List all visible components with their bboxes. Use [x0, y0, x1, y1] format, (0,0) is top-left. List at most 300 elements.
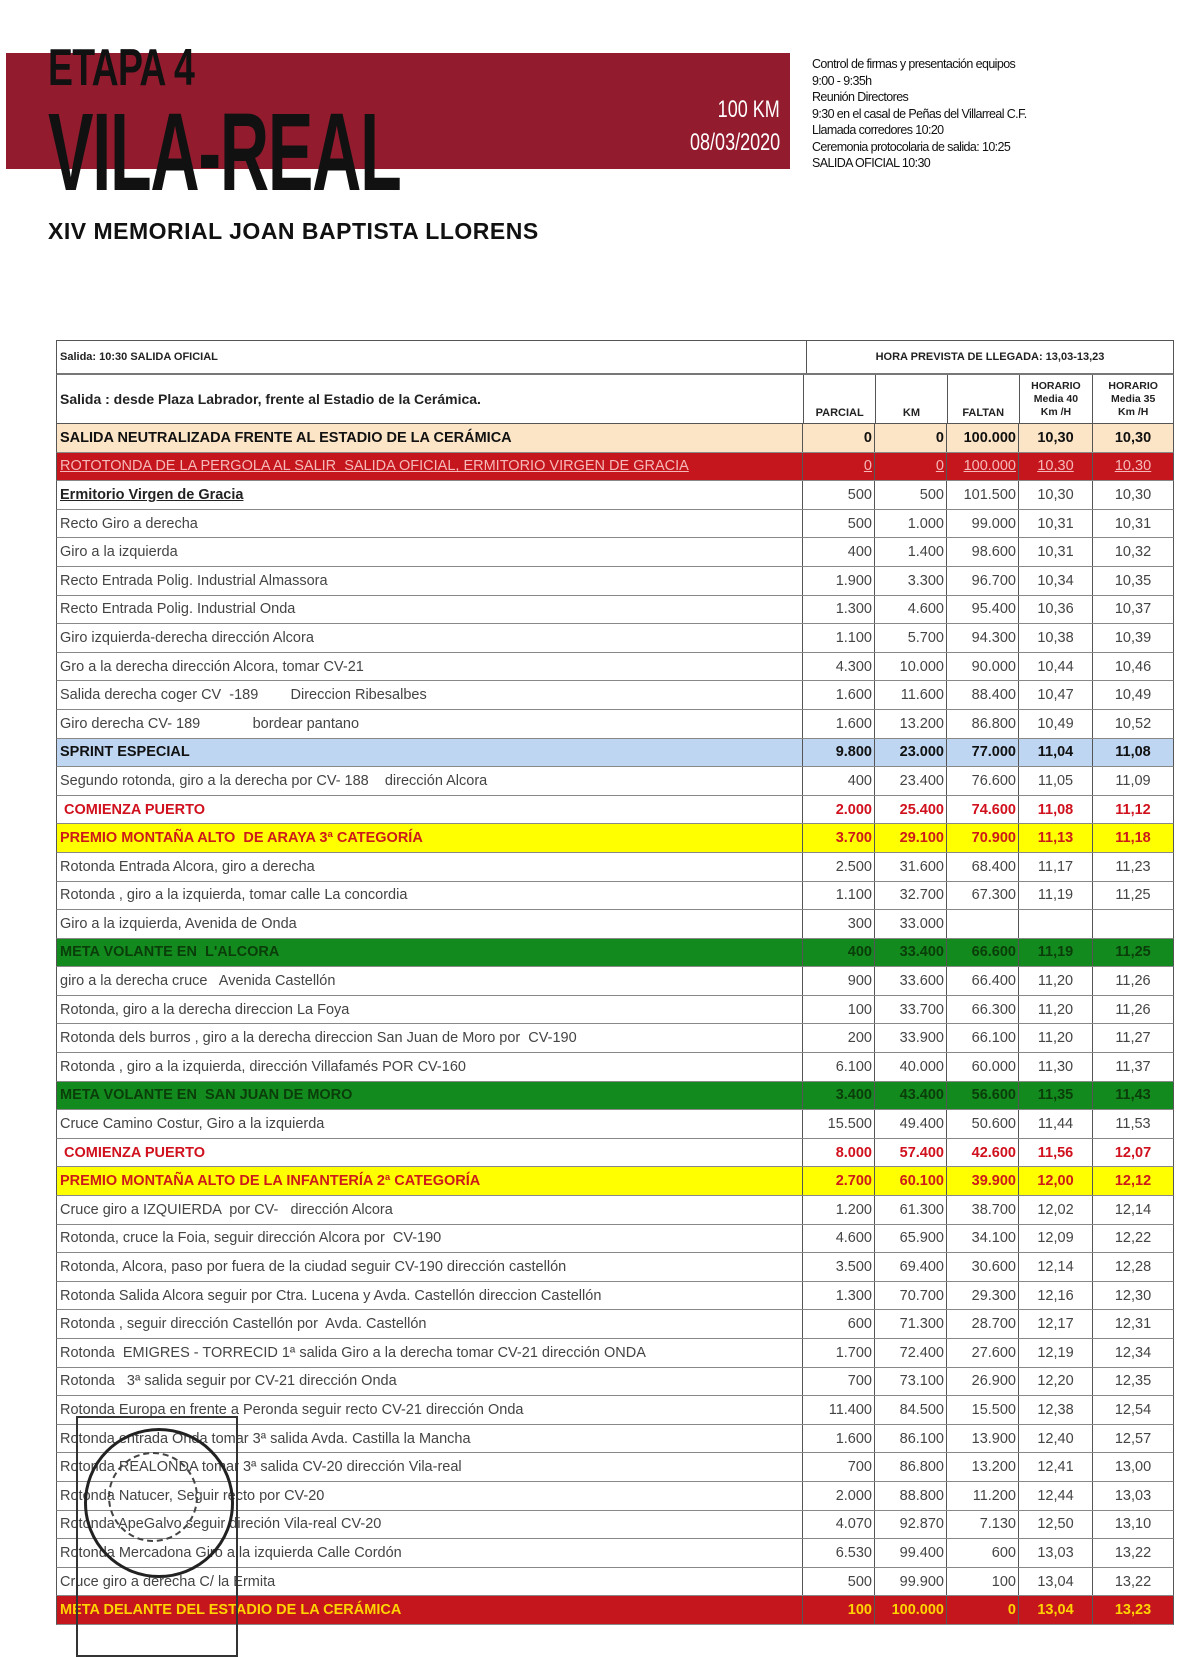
faltan-cell-text: 88.400 [971, 687, 1016, 704]
faltan-cell [947, 824, 1019, 852]
horario-35-cell [1093, 481, 1173, 509]
route-description-text: PREMIO MONTAÑA ALTO DE LA INFANTERÍA 2ª CATEGORÍA [60, 1173, 481, 1190]
parcial-cell-text: 4.070 [835, 1516, 872, 1533]
horario-35-cell-text: 11,18 [1115, 830, 1151, 847]
horario-35-cell [1093, 1053, 1173, 1081]
faltan-cell-text: 100 [991, 1573, 1016, 1590]
faltan-cell [947, 1167, 1019, 1195]
route-description-text: Rotonda dels burros , giro a la derecha direccion San Juan de Moro por CV-190 [60, 1030, 577, 1047]
parcial-cell [803, 824, 875, 852]
km-cell-text: 11.600 [900, 687, 944, 704]
faltan-cell-text: 60.000 [971, 1058, 1016, 1075]
parcial-cell-text: 2.700 [835, 1173, 872, 1190]
horario-40-cell-text: 10,30 [1037, 458, 1074, 475]
horario-35-cell-text: 10,37 [1114, 601, 1152, 618]
parcial-cell [803, 1082, 875, 1110]
parcial-cell [803, 567, 875, 595]
horario-35-cell [1093, 1511, 1173, 1539]
km-cell-text: 99.400 [899, 1544, 944, 1561]
parcial-cell-text: 4.600 [835, 1230, 872, 1247]
horario-40-cell [1019, 1425, 1093, 1453]
route-description-text: giro a la derecha cruce Avenida Castellón [60, 973, 336, 990]
faltan-cell-text: 101.500 [963, 486, 1016, 503]
faltan-cell-text: 13.900 [971, 1430, 1016, 1447]
table-row [56, 710, 1174, 739]
horario-40-cell-text: 10,36 [1037, 601, 1074, 618]
parcial-cell [803, 1511, 875, 1539]
km-cell-text: 5.700 [907, 629, 944, 646]
km-cell-text: 99.900 [899, 1573, 944, 1590]
faltan-cell [947, 1082, 1019, 1110]
km-cell-text: 61.300 [899, 1201, 944, 1218]
horario-35-cell-text: 10,32 [1114, 544, 1152, 561]
horario-40-cell-text: 12,50 [1037, 1516, 1074, 1533]
horario-35-cell-text: 12,22 [1114, 1230, 1152, 1247]
horario-35-cell [1093, 1396, 1173, 1424]
horario-40-cell-text: 11,05 [1037, 772, 1074, 789]
faltan-cell-text: 29.300 [971, 1287, 1016, 1304]
horario-40-cell-text: 11,04 [1037, 744, 1074, 761]
km-cell [875, 538, 947, 566]
route-description-text: Rotonda Salida Alcora seguir por Ctra. Lucena y Avda. Castellón direccion Castellón [60, 1287, 602, 1304]
parcial-cell-text: 15.500 [827, 1116, 872, 1133]
horario-40-cell [1019, 567, 1093, 595]
km-cell-text: 1.400 [907, 544, 944, 561]
horario-40-cell-text: 12,40 [1037, 1430, 1074, 1447]
parcial-cell-text: 100 [847, 1602, 872, 1619]
km-cell-text: 25.400 [899, 801, 944, 818]
horario-40-cell [1019, 739, 1093, 767]
km-cell [875, 624, 947, 652]
horario-40-cell-text: 10,30 [1037, 486, 1074, 503]
parcial-cell [803, 681, 875, 709]
parcial-cell [803, 424, 875, 452]
faltan-cell-text: 28.700 [971, 1316, 1016, 1333]
horario-40-cell [1019, 1368, 1093, 1396]
km-cell [875, 739, 947, 767]
route-description-text: Cruce giro a derecha C/ la Ermita [60, 1573, 276, 1590]
km-cell [875, 653, 947, 681]
parcial-cell-text: 700 [847, 1459, 872, 1476]
horario-40-cell [1019, 681, 1093, 709]
route-description [57, 739, 803, 767]
parcial-cell-text: 300 [847, 915, 872, 932]
col-parcial: PARCIAL [804, 375, 876, 423]
horario-40-cell-text: 12,17 [1037, 1316, 1074, 1333]
parcial-cell [803, 1310, 875, 1338]
parcial-cell-text: 9.800 [835, 744, 872, 761]
route-description-text: Recto Giro a derecha [60, 515, 198, 532]
faltan-cell [947, 1225, 1019, 1253]
parcial-cell-text: 3.500 [835, 1259, 872, 1276]
horario-35-cell-text: 13,23 [1114, 1602, 1152, 1619]
km-cell-text: 33.400 [899, 944, 944, 961]
table-row [56, 510, 1174, 539]
horario-35-cell-text: 10,46 [1114, 658, 1152, 675]
km-cell-text: 13.200 [899, 715, 944, 732]
horario-40-cell [1019, 624, 1093, 652]
route-description-text: META VOLANTE EN L'ALCORA [60, 944, 280, 961]
horario-40-cell [1019, 538, 1093, 566]
km-cell-text: 29.100 [899, 830, 944, 847]
km-cell [875, 853, 947, 881]
km-cell-text: 33.900 [899, 1030, 944, 1047]
horario-40-cell [1019, 996, 1093, 1024]
route-description [57, 1253, 803, 1281]
faltan-cell [947, 853, 1019, 881]
route-description [57, 1024, 803, 1052]
parcial-cell [803, 1425, 875, 1453]
faltan-cell [947, 567, 1019, 595]
km-cell-text: 69.400 [899, 1259, 944, 1276]
table-row [56, 653, 1174, 682]
table-row [56, 453, 1174, 482]
horario-40-cell-text: 12,02 [1037, 1201, 1074, 1218]
horario-40-cell [1019, 796, 1093, 824]
horario-40-cell-text: 13,04 [1037, 1602, 1074, 1619]
table-row [56, 1368, 1174, 1397]
faltan-cell-text: 94.300 [971, 629, 1016, 646]
horario-35-cell-text: 13,22 [1114, 1544, 1152, 1561]
horario-40-cell-text: 10,47 [1037, 687, 1074, 704]
km-cell [875, 996, 947, 1024]
col-horario-35-line: Km /H [1117, 405, 1149, 418]
parcial-cell [803, 1024, 875, 1052]
parcial-cell-text: 600 [847, 1316, 872, 1333]
table-row [56, 424, 1174, 453]
horario-40-cell [1019, 510, 1093, 538]
horario-35-cell-text: 12,31 [1114, 1316, 1152, 1333]
parcial-cell-text: 1.600 [835, 715, 872, 732]
km-cell [875, 1539, 947, 1567]
route-description-text: Rotonda, cruce la Foia, seguir dirección Alcora por CV-190 [60, 1230, 442, 1247]
faltan-cell [947, 739, 1019, 767]
table-row [56, 824, 1174, 853]
parcial-cell [803, 910, 875, 938]
horario-35-cell-text: 11,43 [1115, 1087, 1151, 1104]
parcial-cell [803, 1282, 875, 1310]
horario-35-cell [1093, 510, 1173, 538]
route-description-text: Rotonda, Alcora, paso por fuera de la ciudad seguir CV-190 dirección castellón [60, 1259, 567, 1276]
parcial-cell-text: 1.300 [835, 601, 872, 618]
route-description-text: Rotonda, giro a la derecha direccion La Foya [60, 1001, 350, 1018]
parcial-cell-text: 1.900 [835, 572, 872, 589]
faltan-cell [947, 1110, 1019, 1138]
horario-35-cell-text: 13,03 [1114, 1487, 1152, 1504]
horario-35-cell-text: 12,28 [1114, 1259, 1152, 1276]
horario-40-cell-text: 11,44 [1037, 1116, 1074, 1133]
km-cell [875, 1082, 947, 1110]
schedule-line: SALIDA OFICIAL 10:30 [812, 156, 931, 170]
parcial-cell-text: 4.300 [835, 658, 872, 675]
horario-40-cell-text: 11,20 [1037, 1030, 1074, 1047]
col-horario-35 [1093, 375, 1173, 423]
horario-40-cell [1019, 1024, 1093, 1052]
table-row [56, 1139, 1174, 1168]
table-row [56, 681, 1174, 710]
faltan-cell-text: 86.800 [971, 715, 1016, 732]
route-description-text: Cruce Camino Costur, Giro a la izquierda [60, 1116, 325, 1133]
km-cell-text: 0 [935, 458, 944, 475]
km-cell [875, 424, 947, 452]
faltan-cell [947, 796, 1019, 824]
table-row [56, 1053, 1174, 1082]
route-description-text: Cruce giro a IZQUIERDA por CV- dirección Alcora [60, 1201, 393, 1218]
horario-35-cell-text: 11,09 [1115, 772, 1151, 789]
horario-40-cell-text: 13,04 [1037, 1573, 1074, 1590]
horario-40-cell [1019, 1225, 1093, 1253]
km-cell [875, 824, 947, 852]
km-cell [875, 481, 947, 509]
faltan-cell-text: 100.000 [963, 458, 1016, 475]
horario-40-cell-text: 10,44 [1037, 658, 1074, 675]
km-cell [875, 1482, 947, 1510]
parcial-cell [803, 453, 875, 481]
col-horario-35-line: HORARIO [1108, 379, 1158, 392]
horario-35-cell-text: 11,53 [1115, 1116, 1151, 1133]
parcial-cell [803, 1453, 875, 1481]
table-row [56, 481, 1174, 510]
route-description-text: Giro izquierda-derecha dirección Alcora [60, 629, 314, 646]
km-cell-text: 500 [919, 486, 944, 503]
horario-35-cell [1093, 824, 1173, 852]
horario-40-cell [1019, 1310, 1093, 1338]
faltan-cell [947, 767, 1019, 795]
horario-35-cell-text: 10,52 [1114, 715, 1152, 732]
faltan-cell [947, 710, 1019, 738]
route-description [57, 967, 803, 995]
route-description [57, 424, 803, 452]
horario-40-cell [1019, 967, 1093, 995]
horario-35-cell [1093, 681, 1173, 709]
horario-35-cell [1093, 739, 1173, 767]
horario-35-cell-text: 12,34 [1114, 1344, 1152, 1361]
km-cell [875, 1024, 947, 1052]
horario-40-cell [1019, 1053, 1093, 1081]
km-cell [875, 453, 947, 481]
schedule-line: 9:00 - 9:35h [812, 73, 872, 88]
route-description [57, 767, 803, 795]
route-description-text: PREMIO MONTAÑA ALTO DE ARAYA 3ª CATEGORÍA [60, 830, 423, 847]
col-horario-35-line: Media 35 [1110, 392, 1156, 405]
parcial-cell [803, 1139, 875, 1167]
parcial-cell-text: 2.500 [835, 858, 872, 875]
horario-35-cell [1093, 1282, 1173, 1310]
parcial-cell [803, 1596, 875, 1624]
faltan-cell [947, 1139, 1019, 1167]
table-row [56, 1225, 1174, 1254]
faltan-cell [947, 1568, 1019, 1596]
km-cell-text: 3.300 [907, 572, 944, 589]
parcial-cell-text: 3.400 [835, 1087, 872, 1104]
horario-35-cell-text: 11,37 [1115, 1058, 1151, 1075]
km-cell [875, 1339, 947, 1367]
horario-40-cell-text: 10,34 [1037, 572, 1074, 589]
horario-35-cell-text: 13,00 [1114, 1459, 1152, 1476]
horario-40-cell [1019, 596, 1093, 624]
faltan-cell [947, 996, 1019, 1024]
faltan-cell-text: 77.000 [971, 744, 1016, 761]
horario-35-cell [1093, 453, 1173, 481]
km-cell-text: 57.400 [899, 1144, 944, 1161]
faltan-cell-text: 50.600 [971, 1116, 1016, 1133]
faltan-cell-text: 42.600 [971, 1144, 1016, 1161]
parcial-cell [803, 767, 875, 795]
parcial-cell-text: 0 [863, 458, 872, 475]
km-cell-text: 40.000 [899, 1058, 944, 1075]
parcial-cell [803, 1568, 875, 1596]
table-row [56, 1167, 1174, 1196]
horario-40-cell [1019, 1396, 1093, 1424]
horario-35-cell [1093, 882, 1173, 910]
km-cell-text: 86.800 [899, 1459, 944, 1476]
horario-40-cell [1019, 882, 1093, 910]
table-row [56, 1253, 1174, 1282]
table-row [56, 939, 1174, 968]
faltan-cell-text: 600 [991, 1544, 1016, 1561]
horario-35-cell-text: 10,31 [1114, 515, 1152, 532]
faltan-cell-text: 90.000 [971, 658, 1016, 675]
route-description [57, 710, 803, 738]
km-cell [875, 910, 947, 938]
horario-35-cell [1093, 767, 1173, 795]
horario-40-cell-text: 11,19 [1037, 887, 1074, 904]
km-cell [875, 710, 947, 738]
horario-35-cell-text: 12,35 [1114, 1373, 1152, 1390]
club-stamp [76, 1416, 238, 1657]
faltan-cell [947, 653, 1019, 681]
km-cell-text: 86.100 [899, 1430, 944, 1447]
parcial-cell [803, 882, 875, 910]
horario-40-cell [1019, 824, 1093, 852]
parcial-cell [803, 739, 875, 767]
km-cell-text: 100.000 [891, 1602, 944, 1619]
route-description-text: Rotonda Europa en frente a Peronda seguir recto CV-21 dirección Onda [60, 1401, 524, 1418]
schedule-notes [812, 56, 1027, 172]
route-description-text: Rotonda Mercadona Giro a la izquierda Calle Cordón [60, 1544, 402, 1561]
km-cell [875, 767, 947, 795]
horario-40-cell-text: 11,13 [1037, 830, 1074, 847]
route-description-text: Recto Entrada Polig. Industrial Onda [60, 601, 296, 618]
faltan-cell [947, 1482, 1019, 1510]
horario-35-cell [1093, 1568, 1173, 1596]
horario-35-cell-text: 12,54 [1114, 1401, 1152, 1418]
route-description-text: COMIENZA PUERTO [60, 801, 206, 818]
parcial-cell [803, 1196, 875, 1224]
faltan-cell-text: 0 [1007, 1602, 1016, 1619]
horario-35-cell-text: 12,07 [1114, 1144, 1152, 1161]
parcial-cell [803, 624, 875, 652]
stage-distance: 100 KM [717, 96, 780, 123]
table-row [56, 1024, 1174, 1053]
horario-35-cell [1093, 1082, 1173, 1110]
horario-40-cell [1019, 910, 1093, 938]
km-cell [875, 1110, 947, 1138]
horario-40-cell [1019, 1110, 1093, 1138]
horario-35-cell-text: 11,25 [1115, 887, 1151, 904]
parcial-cell [803, 853, 875, 881]
route-description-text: COMIENZA PUERTO [60, 1144, 206, 1161]
col-km: KM [876, 375, 948, 423]
horario-40-cell-text: 13,03 [1037, 1544, 1074, 1561]
table-row [56, 624, 1174, 653]
horario-40-cell [1019, 453, 1093, 481]
km-cell-text: 60.100 [899, 1173, 944, 1190]
route-description [57, 1167, 803, 1195]
faltan-cell [947, 1511, 1019, 1539]
route-description [57, 1110, 803, 1138]
km-cell-text: 70.700 [899, 1287, 944, 1304]
parcial-cell-text: 1.200 [835, 1201, 872, 1218]
horario-35-cell [1093, 910, 1173, 938]
horario-40-cell-text: 11,08 [1037, 801, 1074, 818]
col-horario-40-line: Media 40 [1033, 392, 1079, 405]
horario-35-cell [1093, 1253, 1173, 1281]
faltan-cell-text: 15.500 [971, 1401, 1016, 1418]
route-description [57, 1139, 803, 1167]
horario-35-cell [1093, 596, 1173, 624]
route-description-text: Rotonda 3ª salida seguir por CV-21 dirección Onda [60, 1373, 397, 1390]
col-horario-40-line: HORARIO [1031, 379, 1081, 392]
horario-40-cell [1019, 1539, 1093, 1567]
parcial-cell [803, 1482, 875, 1510]
horario-35-cell [1093, 996, 1173, 1024]
route-description [57, 796, 803, 824]
table-row [56, 596, 1174, 625]
faltan-cell-text: 100.000 [963, 429, 1016, 446]
route-description [57, 882, 803, 910]
horario-40-cell-text: 10,49 [1037, 715, 1074, 732]
route-description-text: Rotonda , giro a la izquierda, tomar calle La concordia [60, 887, 408, 904]
horario-35-cell-text: 10,49 [1114, 687, 1152, 704]
faltan-cell-text: 98.600 [971, 544, 1016, 561]
horario-40-cell-text: 11,19 [1037, 944, 1074, 961]
km-cell-text: 33.000 [899, 915, 944, 932]
table-row [56, 882, 1174, 911]
route-description-text: META DELANTE DEL ESTADIO DE LA CERÁMICA [60, 1602, 402, 1619]
horario-40-cell-text: 10,31 [1037, 515, 1074, 532]
table-row [56, 910, 1174, 939]
route-description-text: SPRINT ESPECIAL [60, 744, 190, 761]
faltan-cell [947, 939, 1019, 967]
faltan-cell-text: 68.400 [971, 858, 1016, 875]
horario-35-cell [1093, 967, 1173, 995]
horario-40-cell [1019, 1511, 1093, 1539]
faltan-cell [947, 681, 1019, 709]
horario-35-cell-text: 10,30 [1114, 429, 1152, 446]
schedule-line: 9:30 en el casal de Peñas del Villarreal C.F. [812, 106, 1027, 121]
horario-35-cell [1093, 1539, 1173, 1567]
faltan-cell-text: 96.700 [971, 572, 1016, 589]
faltan-cell-text: 13.200 [971, 1459, 1016, 1476]
parcial-cell-text: 1.100 [835, 629, 872, 646]
schedule-line: Control de firmas y presentación equipos [812, 57, 1016, 71]
km-cell [875, 939, 947, 967]
faltan-cell [947, 1282, 1019, 1310]
km-cell-text: 23.400 [899, 772, 944, 789]
horario-40-cell-text: 12,00 [1037, 1173, 1074, 1190]
parcial-cell-text: 1.600 [835, 1430, 872, 1447]
parcial-cell-text: 1.700 [835, 1344, 872, 1361]
parcial-cell-text: 6.530 [835, 1544, 872, 1561]
route-description-text: Giro derecha CV- 189 bordear pantano [60, 715, 360, 732]
route-description [57, 653, 803, 681]
horario-40-cell [1019, 710, 1093, 738]
parcial-cell [803, 796, 875, 824]
faltan-cell [947, 1425, 1019, 1453]
route-description [57, 853, 803, 881]
city-title: VILA-REAL [48, 91, 401, 214]
